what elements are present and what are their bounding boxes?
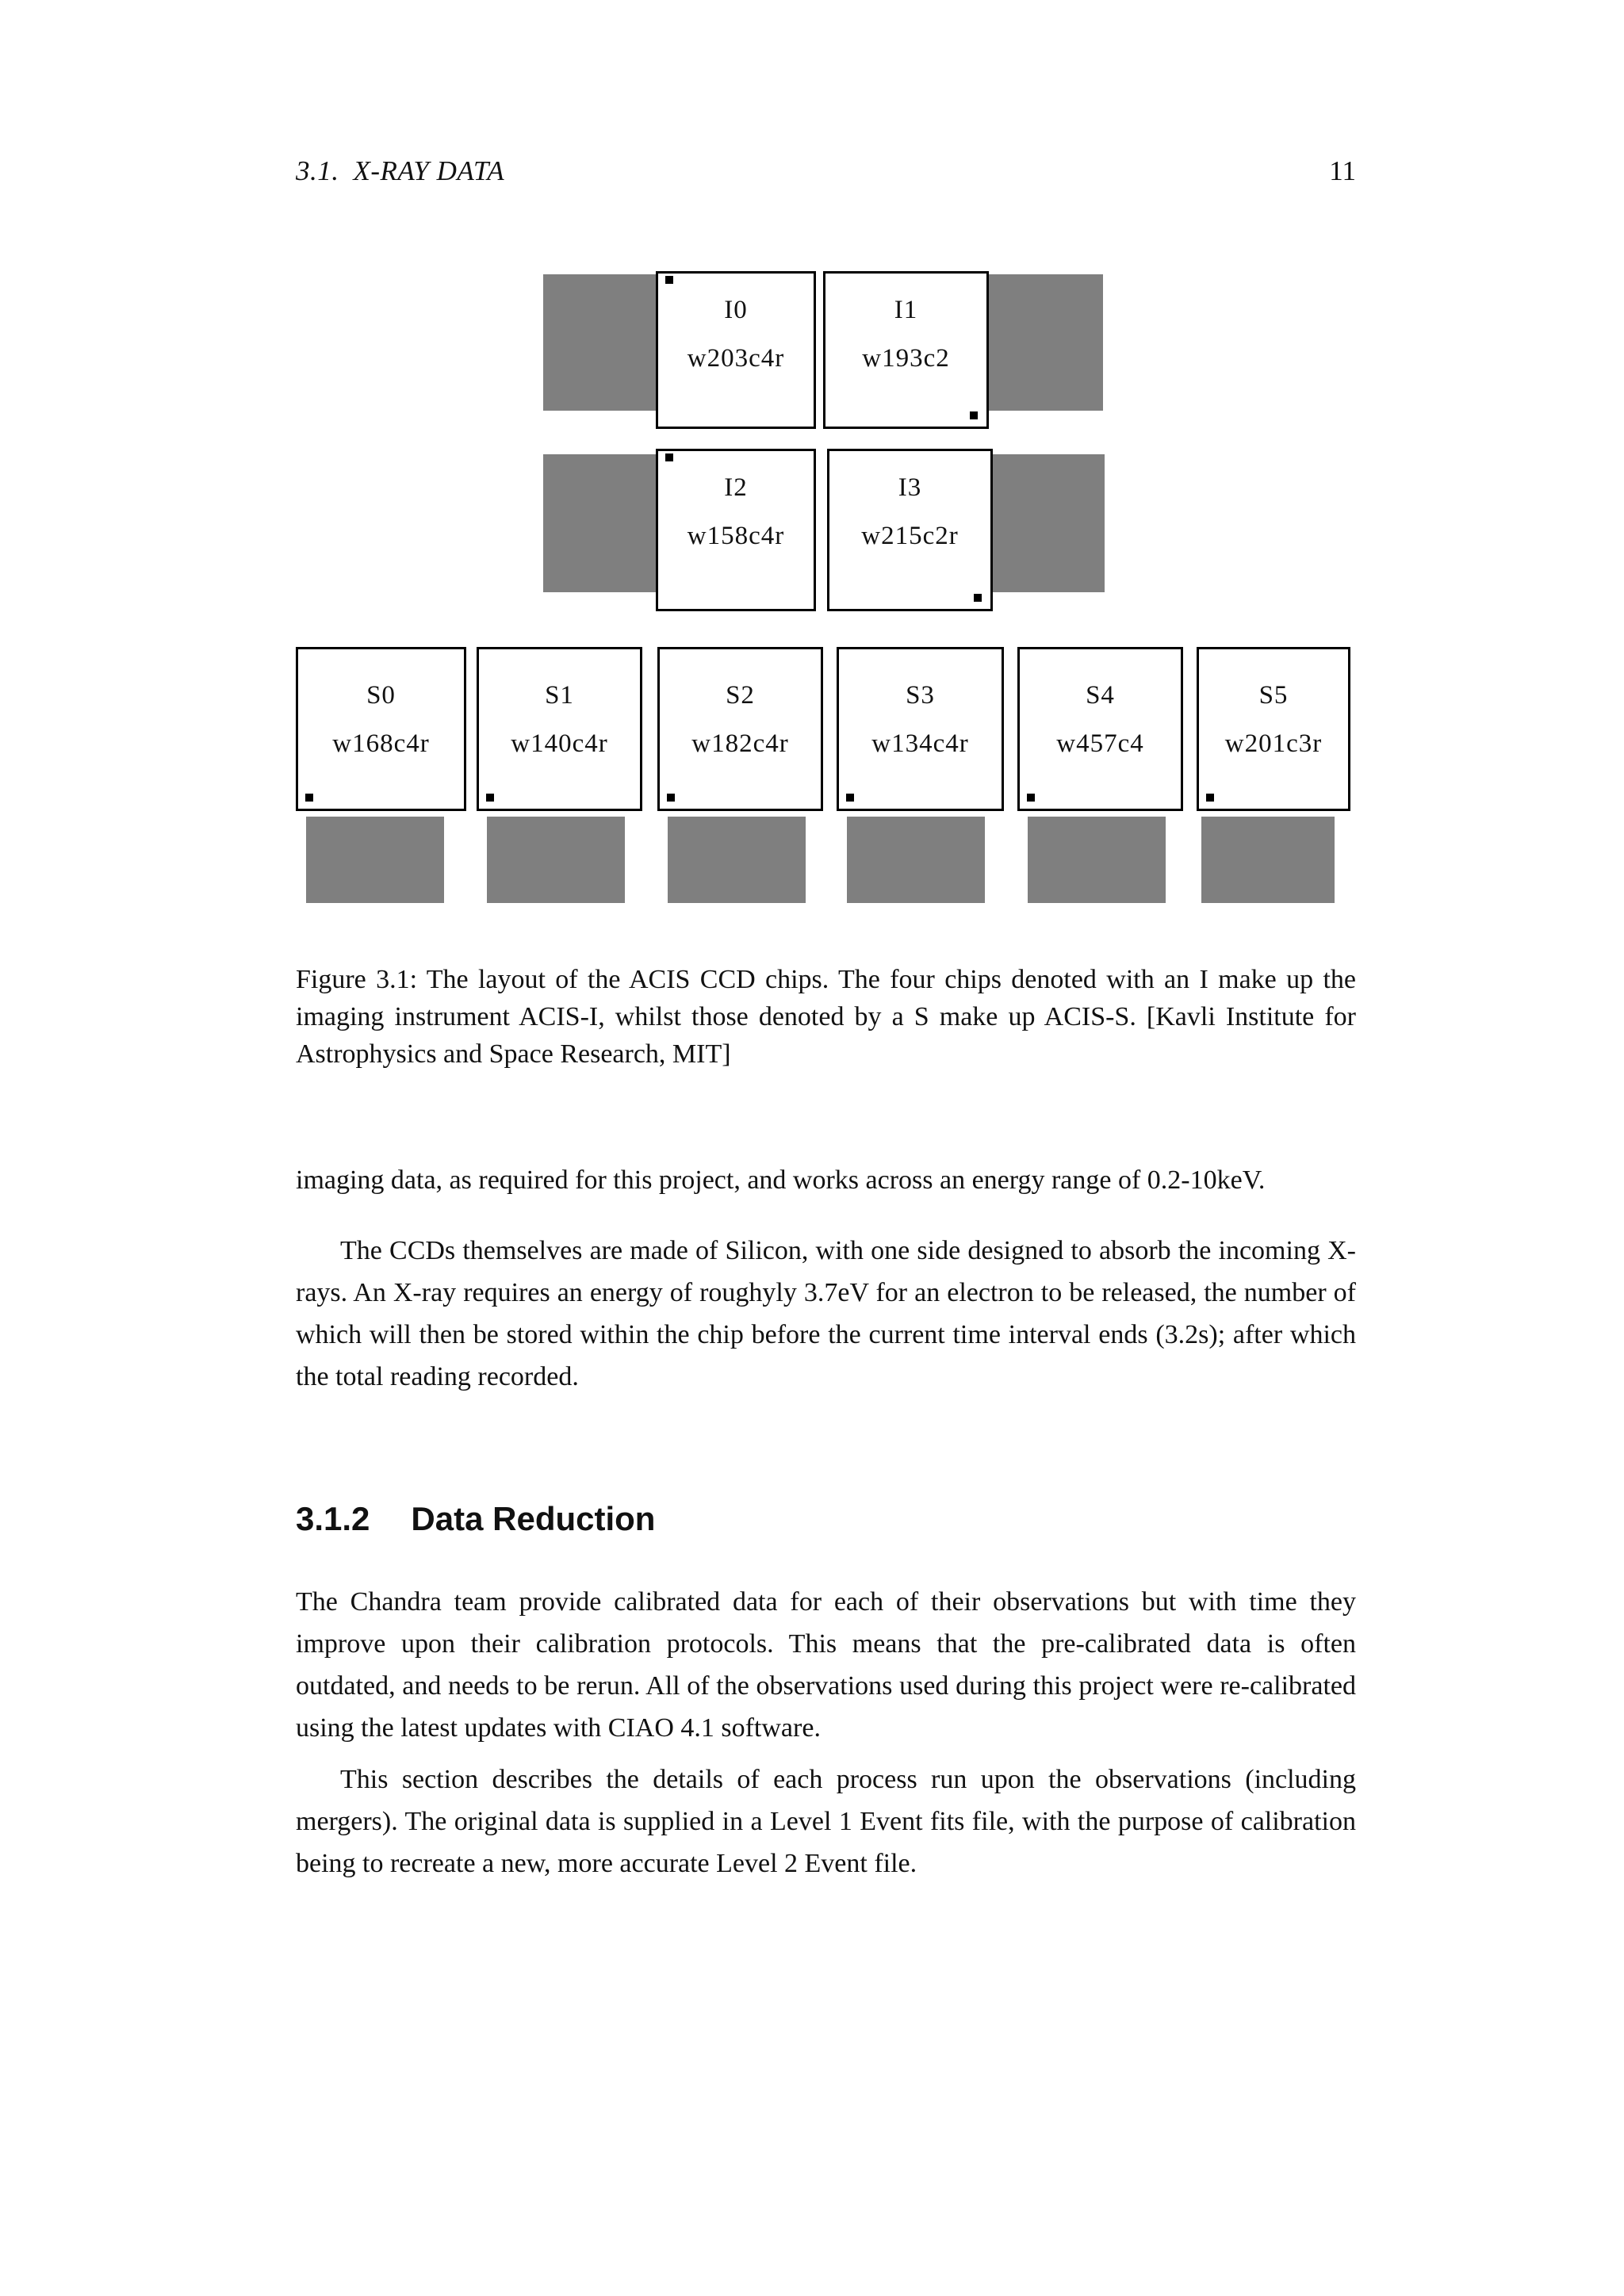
chip-serial: w168c4r [332, 729, 430, 758]
readout-node-dot [665, 453, 673, 461]
running-header [296, 155, 1356, 187]
ccd-chip-i1 [823, 271, 989, 429]
body-text [296, 1159, 1356, 1885]
ccd-chip-i2 [656, 449, 816, 611]
framestore-block [989, 274, 1103, 411]
chip-serial: w215c2r [861, 522, 959, 550]
readout-node-dot [1027, 794, 1035, 802]
chip-serial: w140c4r [511, 729, 608, 758]
framestore-block [1028, 817, 1166, 903]
ccd-chip-s1 [477, 647, 642, 811]
chip-label: S0 [366, 681, 396, 710]
framestore-block [487, 817, 625, 903]
framestore-block [306, 817, 444, 903]
framestore-block [543, 274, 657, 411]
chip-label: S4 [1086, 681, 1115, 710]
readout-node-dot [665, 276, 673, 284]
paragraph-chandra-calibration: The Chandra team provide calibrated data for each of their observations but with time they improve upon their calibration protocols. This means that the pre-calibrated data is often outdated, and needs to be rerun. All of the observations used during this project were re-calibrated using the latest updates with CIAO 4.1 software. [296, 1587, 1356, 1743]
framestore-block [668, 817, 806, 903]
readout-node-dot [846, 794, 854, 802]
ccd-chip-s0 [296, 647, 466, 811]
section-heading [296, 1498, 1356, 1540]
ccd-chip-s5 [1197, 647, 1350, 811]
running-header-title [296, 155, 504, 187]
paragraph-energy-range: imaging data, as required for this project, and works across an energy range of 0.2-10keV. [296, 1165, 1266, 1195]
ccd-chip-i0 [656, 271, 816, 429]
ccd-chip-i3 [827, 449, 993, 611]
framestore-block [847, 817, 985, 903]
figure-acis-ccd-layout [296, 271, 1358, 905]
section-heading-number: 3.1.2 [296, 1500, 370, 1537]
chip-serial: w193c2 [862, 344, 950, 373]
chip-serial: w201c3r [1224, 729, 1323, 758]
chip-label: I3 [898, 473, 922, 502]
figure-caption: Figure 3.1: The layout of the ACIS CCD chips. The four chips denoted with an I make up the imaging instrument ACIS-I, whilst those denoted by a S make up ACIS-S. [Kavli Institute for Astrophysics and Space Research, MIT] [296, 965, 1356, 1069]
chip-label: S1 [545, 681, 574, 710]
section-heading-title: Data Reduction [411, 1500, 656, 1537]
paragraph-ccd-silicon: The CCDs themselves are made of Silicon, with one side designed to absorb the incoming X-rays. An X-ray requires an energy of roughyly 3.7eV for an electron to be released, the number of which will then be stored within the chip before the current time interval ends (3.2s); after which the total reading recorded. [296, 1236, 1356, 1391]
ccd-chip-s3 [837, 647, 1004, 811]
readout-node-dot [486, 794, 494, 802]
ccd-chip-s4 [1017, 647, 1183, 811]
framestore-block [993, 454, 1105, 592]
readout-node-dot [974, 594, 982, 602]
chip-label: S2 [726, 681, 755, 710]
chip-serial: w203c4r [687, 344, 785, 373]
chip-label: I1 [894, 296, 918, 324]
chip-serial: w182c4r [691, 729, 789, 758]
chip-serial: w158c4r [687, 522, 785, 550]
chip-label: S3 [906, 681, 935, 710]
readout-node-dot [667, 794, 675, 802]
readout-node-dot [305, 794, 313, 802]
chip-label: S5 [1258, 681, 1289, 710]
paragraph-section-description: This section describes the details of each process run upon the observations (including mergers). The original data is supplied in a Level 1 Event fits file, with the purpose of calibration being to recreate a new, more accurate Level 2 Event file. [296, 1765, 1356, 1878]
chip-serial: w457c4 [1056, 729, 1144, 758]
framestore-block [543, 454, 657, 592]
section-title: X-RAY DATA [353, 155, 505, 186]
readout-node-dot [970, 411, 978, 419]
readout-node-dot [1206, 794, 1214, 802]
chip-label: I0 [724, 296, 748, 324]
framestore-block [1201, 817, 1335, 903]
page-number: 11 [1329, 155, 1356, 186]
chip-serial: w134c4r [871, 729, 969, 758]
chip-label: I2 [724, 473, 748, 502]
ccd-chip-s2 [657, 647, 823, 811]
section-number: 3.1. [296, 155, 339, 186]
